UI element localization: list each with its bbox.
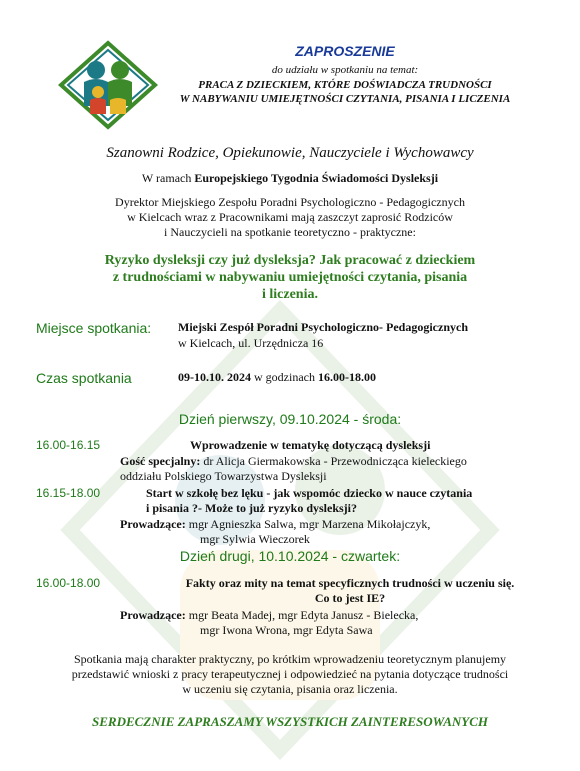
meeting-title-line-1: Ryzyko dysleksji czy już dysleksja? Jak pracować z dzieckiem bbox=[104, 253, 476, 268]
day2-lead-label: Prowadzące: bbox=[120, 608, 186, 622]
closing-line-1: Spotkania mają charakter praktyczny, po krótkim wprowadzeniu teoretycznym planujemy bbox=[73, 652, 507, 666]
topic-line-1: PRACA Z DZIECKIEM, KTÓRE DOŚWIADCZA TRUDNOŚCI bbox=[198, 79, 492, 91]
day1-session1-title: Wprowadzenie w tematykę dotyczącą dysleksji bbox=[190, 438, 431, 452]
place-name: Miejski Zespół Poradni Psychologiczno- Pedagogicznych bbox=[178, 320, 468, 334]
guest-label: Gość specjalny: bbox=[120, 454, 201, 468]
page-title: ZAPROSZENIE bbox=[295, 43, 395, 59]
day2-heading: Dzień drugi, 10.10.2024 - czwartek: bbox=[179, 548, 401, 564]
day1-heading: Dzień pierwszy, 09.10.2024 - środa: bbox=[178, 411, 402, 427]
intro-line-2: w Kielcach wraz z Pracownikami mają zaszczyt zaprosić Rodziców bbox=[127, 210, 453, 224]
time-dates: 09-10.10. 2024 bbox=[178, 370, 251, 384]
intro-line-1: Dyrektor Miejskiego Zespołu Poradni Psychologiczno - Pedagogicznych bbox=[115, 195, 465, 209]
day2-leaders bbox=[120, 608, 560, 638]
context-event: Europejskiego Tygodnia Świadomości Dysleksji bbox=[194, 171, 439, 185]
meeting-title-line-2: z trudnościami w nabywaniu umiejętności czytania, pisania bbox=[112, 270, 468, 285]
footer-invitation: SERDECZNIE ZAPRASZAMY WSZYSTKICH ZAINTERESOWANYCH bbox=[92, 714, 488, 729]
day1-session1-time: 16.00-16.15 bbox=[36, 438, 101, 452]
day2-lead-text-2: mgr Iwona Wrona, mgr Edyta Sawa bbox=[200, 623, 373, 637]
context-prefix: W ramach bbox=[141, 171, 195, 185]
day2-session1-title-line-1: Fakty oraz mity na temat specyficznych trudności w uczeniu się. bbox=[185, 576, 515, 590]
place-address: w Kielcach, ul. Urzędnicza 16 bbox=[178, 336, 324, 350]
day2-session1-title bbox=[140, 576, 560, 606]
logo-icon bbox=[58, 40, 158, 130]
page-subtitle: do udziału w spotkaniu na temat: bbox=[271, 64, 419, 76]
greeting: Szanowni Rodzice, Opiekunowie, Nauczyciele i Wychowawcy bbox=[106, 145, 474, 161]
day2-session1-title-line-2: Co to jest IE? bbox=[314, 591, 386, 605]
day1-lead-text-2: mgr Sylwia Wieczorek bbox=[200, 532, 310, 546]
intro-line-3: i Nauczycieli na spotkanie teoretyczno - praktyczne: bbox=[164, 225, 416, 239]
closing-line-3: w uczeniu się czytania, pisania oraz liczenia. bbox=[182, 682, 398, 696]
day1-session2-time: 16.15-18.00 bbox=[36, 486, 101, 500]
day1-lead-label: Prowadzące: bbox=[120, 517, 186, 531]
day1-session2-title bbox=[146, 486, 560, 516]
meeting-title bbox=[20, 252, 560, 303]
day1-lead-text-1: mgr Agnieszka Salwa, mgr Marzena Mikołajczyk, bbox=[185, 517, 431, 531]
guest-text-1: dr Alicja Giermakowska - Przewodnicząca kieleckiego bbox=[200, 454, 467, 468]
day1-session2-title-line-1: Start w szkołę bez lęku - jak wspomóc dziecko w nauce czytania bbox=[146, 486, 473, 500]
place-label: Miejsce spotkania: bbox=[36, 320, 152, 336]
day1-leaders bbox=[120, 517, 560, 547]
meeting-title-line-3: i liczenia. bbox=[262, 287, 318, 302]
time-value bbox=[178, 370, 558, 385]
context-line bbox=[20, 171, 560, 186]
guest-text-2: oddziału Polskiego Towarzystwa Dysleksji bbox=[120, 469, 327, 483]
day2-lead-text-1: mgr Beata Madej, mgr Edyta Janusz - Bielecka, bbox=[185, 608, 419, 622]
closing-text bbox=[14, 652, 566, 697]
closing-line-2: przedstawić wnioski z pracy terapeutycznej i odpowiedzieć na pytania dotyczące trudności bbox=[71, 667, 509, 681]
intro-text bbox=[20, 195, 560, 240]
day1-session2-title-line-2: i pisania ?- Może to już ryzyko dysleksji? bbox=[146, 501, 357, 515]
day2-session1-time: 16.00-18.00 bbox=[36, 576, 101, 590]
topic-line-2: W NABYWANIU UMIEJĘTNOŚCI CZYTANIA, PISANIA I LICZENIA bbox=[179, 93, 511, 105]
time-label: Czas spotkania bbox=[36, 370, 132, 386]
time-middle: w godzinach bbox=[251, 370, 318, 384]
day1-guest bbox=[120, 454, 560, 484]
time-hours: 16.00-18.00 bbox=[317, 370, 376, 384]
